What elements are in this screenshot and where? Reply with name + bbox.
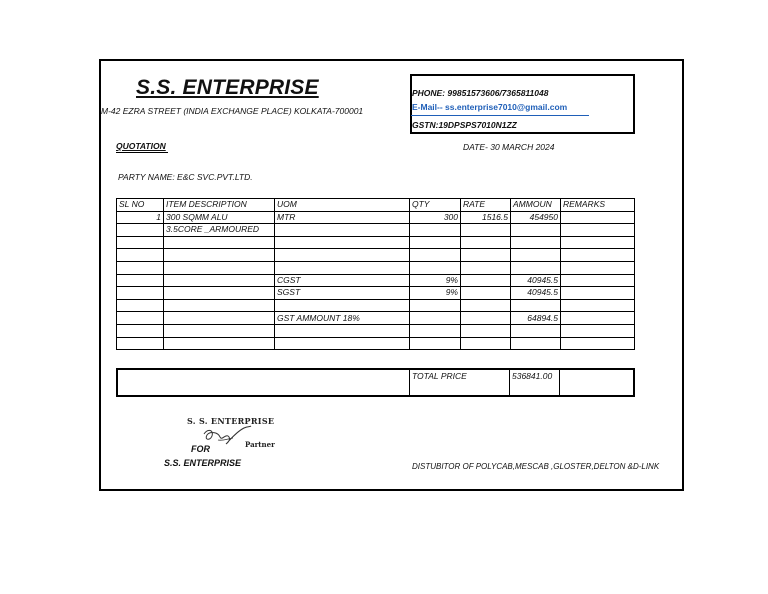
header-sl-no: SL NO [117, 199, 164, 212]
cell-remarks [561, 287, 635, 300]
cell-qty [410, 236, 461, 249]
cell-uom [275, 324, 410, 337]
total-divider [559, 368, 560, 397]
cell-qty [410, 299, 461, 312]
cell-remarks [561, 249, 635, 262]
cell-remarks [561, 324, 635, 337]
cell-sl-no [117, 261, 164, 274]
table-row [117, 249, 635, 262]
cell-rate [461, 274, 511, 287]
cell-item-description [164, 261, 275, 274]
cell-uom [275, 224, 410, 237]
cell-sl-no [117, 299, 164, 312]
cell-remarks [561, 274, 635, 287]
cell-sl-no [117, 236, 164, 249]
cell-uom [275, 337, 410, 350]
cell-qty: 9% [410, 274, 461, 287]
table-row [117, 236, 635, 249]
cell-amount [511, 249, 561, 262]
cell-amount: 64894.5 [511, 312, 561, 325]
cell-rate [461, 299, 511, 312]
table-row [117, 312, 635, 325]
cell-uom [275, 236, 410, 249]
total-price-label: TOTAL PRICE [412, 371, 467, 381]
total-divider [409, 368, 410, 397]
cell-uom: CGST [275, 274, 410, 287]
cell-uom: MTR [275, 211, 410, 224]
cell-item-description: 300 SQMM ALU [164, 211, 275, 224]
cell-rate [461, 324, 511, 337]
contact-gstn: GSTN:19DPSPS7010N1ZZ [412, 120, 517, 130]
cell-item-description [164, 249, 275, 262]
header-uom: UOM [275, 199, 410, 212]
table-row [117, 274, 635, 287]
cell-remarks [561, 236, 635, 249]
cell-item-description [164, 312, 275, 325]
cell-uom [275, 261, 410, 274]
stamp-partner-role: Partner [245, 440, 275, 449]
cell-uom: GST AMMOUNT 18% [275, 312, 410, 325]
cell-amount [511, 236, 561, 249]
table-row [117, 337, 635, 350]
table-row [117, 224, 635, 237]
table-header-row [117, 199, 635, 212]
quotation-title: QUOTATION [116, 141, 166, 151]
table-row [117, 287, 635, 300]
cell-amount: 454950 [511, 211, 561, 224]
for-company-name: S.S. ENTERPRISE [164, 458, 242, 468]
cell-item-description: 3.5CORE _ARMOURED [164, 224, 275, 237]
cell-sl-no: 1 [117, 211, 164, 224]
cell-amount: 40945.5 [511, 274, 561, 287]
header-amount: AMMOUN [511, 199, 561, 212]
header-qty: QTY [410, 199, 461, 212]
cell-sl-no [117, 324, 164, 337]
party-name: PARTY NAME: E&C SVC.PVT.LTD. [118, 172, 253, 182]
cell-qty [410, 312, 461, 325]
cell-rate: 1516.5 [461, 211, 511, 224]
cell-rate [461, 261, 511, 274]
company-stamp: S. S. ENTERPRISE [187, 416, 275, 426]
cell-remarks [561, 261, 635, 274]
contact-phone: PHONE: 99851573606/7365811048 [412, 88, 549, 98]
cell-item-description [164, 236, 275, 249]
items-table [116, 198, 635, 350]
total-row-box [116, 368, 635, 397]
company-address: M-42 EZRA STREET (INDIA EXCHANGE PLACE) KOLKATA-700001 [101, 106, 364, 116]
cell-rate [461, 287, 511, 300]
cell-remarks [561, 299, 635, 312]
cell-sl-no [117, 224, 164, 237]
cell-item-description [164, 337, 275, 350]
cell-sl-no [117, 274, 164, 287]
cell-remarks [561, 224, 635, 237]
cell-rate [461, 236, 511, 249]
cell-sl-no [117, 287, 164, 300]
cell-uom: SGST [275, 287, 410, 300]
company-name: S.S. ENTERPRISE [136, 76, 319, 99]
email-underline [411, 115, 589, 116]
header-rate: RATE [461, 199, 511, 212]
cell-qty: 300 [410, 211, 461, 224]
total-divider [509, 368, 510, 397]
cell-qty [410, 337, 461, 350]
table-row [117, 299, 635, 312]
cell-rate [461, 337, 511, 350]
cell-item-description [164, 299, 275, 312]
cell-uom [275, 299, 410, 312]
cell-rate [461, 312, 511, 325]
cell-qty: 9% [410, 287, 461, 300]
cell-qty [410, 324, 461, 337]
cell-qty [410, 261, 461, 274]
header-remarks: REMARKS [561, 199, 635, 212]
table-row [117, 324, 635, 337]
cell-qty [410, 224, 461, 237]
cell-qty [410, 249, 461, 262]
cell-sl-no [117, 312, 164, 325]
cell-item-description [164, 324, 275, 337]
cell-remarks [561, 312, 635, 325]
cell-rate [461, 224, 511, 237]
contact-email-link[interactable]: E-Mail-- ss.enterprise7010@gmail.com [412, 102, 568, 112]
cell-amount [511, 299, 561, 312]
cell-sl-no [117, 337, 164, 350]
cell-remarks [561, 211, 635, 224]
cell-sl-no [117, 249, 164, 262]
cell-amount [511, 324, 561, 337]
cell-item-description [164, 287, 275, 300]
cell-rate [461, 249, 511, 262]
cell-amount [511, 224, 561, 237]
cell-uom [275, 249, 410, 262]
cell-amount [511, 337, 561, 350]
cell-item-description [164, 274, 275, 287]
distributor-note: DISTUBITOR OF POLYCAB,MESCAB ,GLOSTER,DELTON &D-LINK [412, 462, 660, 471]
cell-remarks [561, 337, 635, 350]
for-label: FOR [191, 444, 210, 454]
header-item-description: ITEM DESCRIPTION [164, 199, 275, 212]
cell-amount [511, 261, 561, 274]
cell-amount: 40945.5 [511, 287, 561, 300]
quotation-date: DATE- 30 MARCH 2024 [463, 142, 555, 152]
total-price-value: 536841.00 [512, 371, 553, 381]
table-row [117, 211, 635, 224]
table-row [117, 261, 635, 274]
